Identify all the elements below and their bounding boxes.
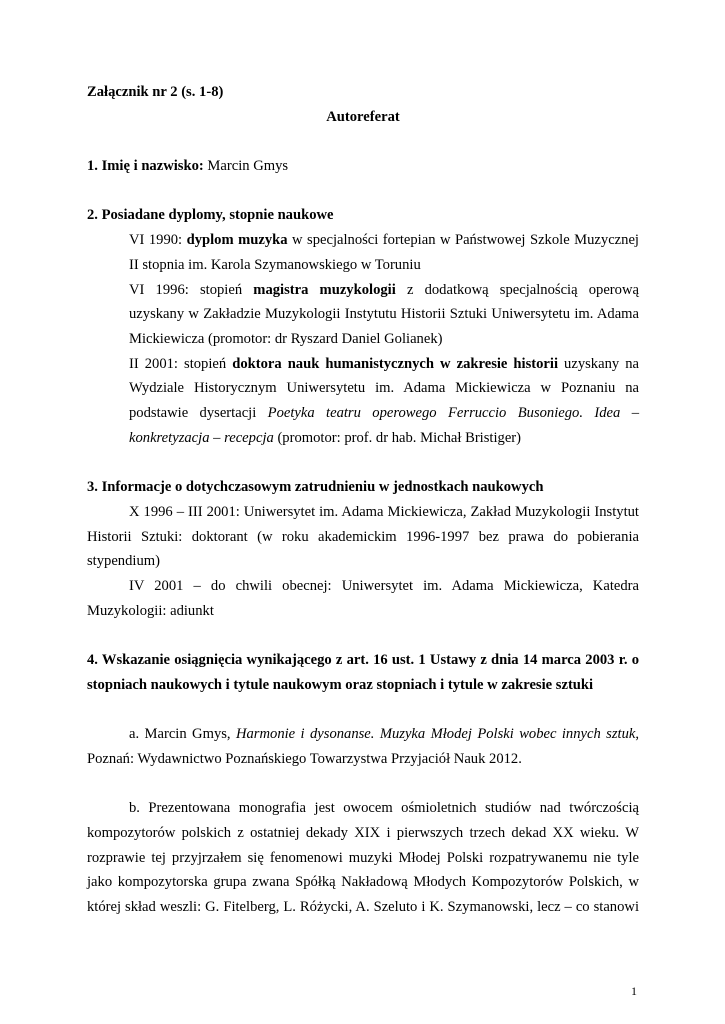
page-number: 1 bbox=[631, 984, 637, 998]
achievement-a-line-1: a. Marcin Gmys, Harmonie i dysonanse. Muzyka Młodej Polski wobec innych sztuk, bbox=[129, 726, 640, 743]
achievement-a-line-2: Poznań: Wydawnictwo Poznańskiego Towarzystwa Przyjaciół Nauk 2012. bbox=[87, 750, 522, 767]
diploma-3-line-3: podstawie dysertacji Poetyka teatru operowego Ferruccio Busoniego. Idea – bbox=[129, 405, 639, 422]
document-page bbox=[87, 80, 639, 920]
diploma-2-line-2: uzyskany w Zakładzie Muzykologii Instytutu Historii Sztuki Uniwersytetu im. Adama bbox=[129, 306, 639, 323]
achievement-b-line-3: rozprawie tej przyjrzałem się fenomenowi muzyki Młodej Polski rozpatrywanemu nie tyle bbox=[87, 849, 639, 866]
diploma-1-line-2: II stopnia im. Karola Szymanowskiego w Toruniu bbox=[129, 256, 421, 273]
author-name: Marcin Gmys bbox=[203, 158, 289, 175]
section-1-name bbox=[87, 154, 639, 179]
employment-2-line-2: Muzykologii: adiunkt bbox=[87, 602, 214, 619]
achievement-b-line-2: kompozytorów polskich z ostatniej dekady XIX i pierwszych trzech dekad XX wieku. W bbox=[87, 825, 639, 841]
section-1-label: 1. Imię i nazwisko: bbox=[87, 158, 204, 175]
diploma-1-line-1: VI 1990: dyplom muzyka w specjalności fortepian w Państwowej Szkole Muzycznej bbox=[129, 232, 639, 249]
achievement-b-line-5: której skład weszli: G. Fitelberg, L. Różycki, A. Szeluto i K. Szymanowski, lecz – co stanowi bbox=[87, 899, 639, 916]
employment-1-line-1: X 1996 – III 2001: Uniwersytet im. Adama Mickiewicza, Zakład Muzykologii Instytut bbox=[129, 503, 639, 520]
diploma-3-line-1: II 2001: stopień doktora nauk humanistycznych w zakresie historii uzyskany na bbox=[129, 355, 639, 372]
section-4-heading-line-2: stopniach naukowych i tytule naukowym oraz stopniach i tytule w zakresie sztuki bbox=[87, 676, 594, 693]
achievement-b-line-4: jako kompozytorska grupa zwana Spółką Nakładową Młodych Kompozytorów Polskich, w bbox=[87, 874, 639, 891]
section-3-heading: 3. Informacje o dotychczasowym zatrudnieniu w jednostkach naukowych bbox=[87, 479, 544, 496]
section-2-heading: 2. Posiadane dyplomy, stopnie naukowe bbox=[87, 207, 334, 224]
employment-1-line-3: stypendium) bbox=[87, 553, 160, 570]
employment-1-line-2: Historii Sztuki: doktorant (w roku akademickim 1996-1997 bez prawa do pobierania bbox=[87, 528, 639, 545]
annex-label: Załącznik nr 2 (s. 1-8) bbox=[87, 84, 224, 100]
diploma-2-line-1: VI 1996: stopień magistra muzykologii z dodatkową specjalnością operową bbox=[129, 281, 639, 298]
diploma-3-line-2: Wydziale Historycznym Uniwersytetu im. Adama Mickiewicza w Poznaniu na bbox=[129, 380, 639, 397]
section-4-heading-line-1: 4. Wskazanie osiągnięcia wynikającego z art. 16 ust. 1 Ustawy z dnia 14 marca 2003 r. o bbox=[87, 652, 639, 669]
diploma-3-line-4: konkretyzacja – recepcja (promotor: prof. dr hab. Michał Bristiger) bbox=[129, 429, 522, 446]
document-title: Autoreferat bbox=[326, 108, 400, 125]
achievement-b-line-1: b. Prezentowana monografia jest owocem ośmioletnich studiów nad twórczością bbox=[129, 800, 639, 817]
employment-2-line-1: IV 2001 – do chwili obecnej: Uniwersytet im. Adama Mickiewicza, Katedra bbox=[129, 578, 639, 595]
diploma-2-line-3: Mickiewicza (promotor: dr Ryszard Daniel Golianek) bbox=[129, 331, 443, 347]
